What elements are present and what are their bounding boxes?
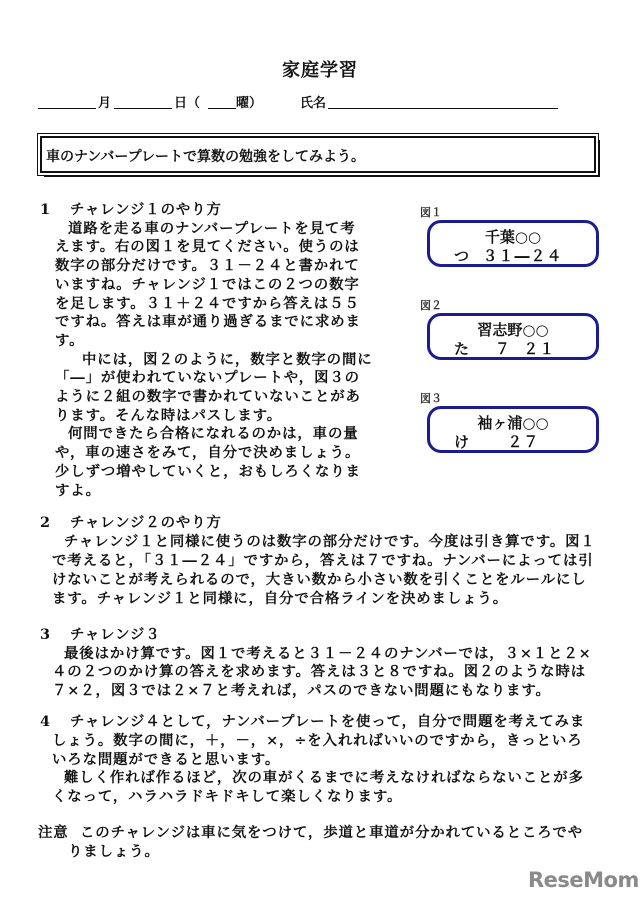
license-plate — [427, 220, 599, 267]
plate-area: 千葉○○ — [484, 228, 542, 246]
note-line: このチャレンジは車に気をつけて，歩道と車道が分かれているところでや — [80, 824, 584, 841]
plate-number: つ ３１―２４ — [454, 247, 563, 265]
page-title: 家庭学習 — [282, 60, 358, 81]
paragraph-line: けないことが考えられるので，大きい数から小さい数を引くことをルールにし — [52, 571, 587, 588]
paragraph-line: 少しずつ増やしていくと，おもしろくなりま — [55, 462, 361, 480]
section-number: 4 — [40, 713, 51, 730]
paragraph-line: ります。そんな時はパスします。 — [55, 406, 283, 424]
paragraph-line: ですね。答えは車が通り過ぎるまでに求めま — [55, 313, 361, 331]
plate-area: 習志野○○ — [477, 321, 549, 339]
plate-number: け ２７ — [454, 433, 540, 451]
license-plate — [427, 313, 599, 360]
name-blank[interactable] — [328, 108, 558, 109]
paragraph-line: 何問できたら合格になれるのかは，車の量 — [68, 425, 359, 443]
note-label: 注意 — [38, 824, 69, 841]
paragraph-line: えます。右の図１を見てください。使うのは — [55, 238, 360, 256]
paragraph-line: いろな問題ができると思います。 — [52, 750, 281, 768]
section-number: 3 — [40, 626, 51, 643]
paragraph-line: すよ。 — [55, 481, 101, 499]
paragraph-line: ます。チャレンジ１と同様に，自分で合格ラインを決めましょう。 — [52, 590, 508, 607]
paragraph-line: す。 — [55, 331, 85, 349]
section-heading: チャレンジ３ — [70, 626, 161, 643]
weekday-blank[interactable] — [208, 108, 236, 109]
paragraph-line: 最後はかけ算です。図１で考えると３１－２４のナンバーでは，３×１と２× — [64, 644, 592, 662]
paragraph-line: ように２組の数字で書かれていないことがあ — [55, 388, 361, 405]
section-number: 1 — [40, 201, 51, 218]
weekday-label: 曜） — [236, 96, 263, 111]
paragraph-line: しょう。数字の間に，＋，－，×，÷を入れればいいのですから，きっといろ — [52, 731, 583, 749]
figure-label: 図３ — [420, 392, 442, 405]
paragraph-line: 数字の部分だけです。３１－２４と書かれて — [55, 257, 360, 275]
section-number: 2 — [40, 514, 51, 531]
paragraph-line: くなって，ハラハラドキドキして楽しくなります。 — [52, 788, 403, 806]
paragraph-line: 「―」が使われていないプレートや，図３の — [55, 369, 360, 387]
paragraph-line: 道路を走る車のナンバープレートを見て考 — [68, 219, 356, 237]
month-label: 月 — [98, 96, 112, 111]
intro-text: 車のナンバープレートで算数の勉強をしてみよう。 — [46, 149, 366, 165]
paragraph-line: チャレンジ１と同様に使うのは数字の部分だけです。今度は引き算です。図１ — [64, 533, 596, 550]
note-line: りましょう。 — [68, 843, 160, 860]
license-plate — [427, 406, 599, 453]
paragraph-line: 難しく作れば作るほど，次の車がくるまでに考えなければならないことが多 — [64, 769, 584, 787]
paragraph-line: いますね。チャレンジ１ではこの２つの数字 — [55, 275, 360, 293]
day-blank[interactable] — [114, 108, 172, 109]
paragraph-line: ７×２，図３では２×７と考えれば，パスのできない問題にもなります。 — [52, 681, 551, 699]
plate-area: 袖ヶ浦○○ — [477, 414, 549, 432]
paragraph-line: ４の２つのかけ算の答えを求めます。答えは３と８ですね。図２のような時は — [52, 663, 587, 680]
figure-label: 図２ — [420, 299, 442, 312]
paragraph-line: で考えると，「３１―２４」ですから，答えは７ですね。ナンバーによっては引 — [52, 552, 594, 569]
section-heading: チャレンジ２のやり方 — [70, 514, 222, 531]
paragraph-line: や，車の速さをみて，自分で決めましょう。 — [55, 444, 361, 462]
section-heading: チャレンジ１のやり方 — [70, 201, 222, 218]
intro-box — [40, 136, 596, 173]
month-blank[interactable] — [38, 108, 96, 109]
figure-label: 図１ — [420, 206, 442, 219]
plate-number: た ７ ２１ — [454, 340, 556, 358]
resemom-watermark: ReseMom — [528, 868, 639, 892]
section-heading: チャレンジ４として，ナンバープレートを使って，自分で問題を考えてみま — [70, 713, 586, 730]
day-label: 日（ — [174, 96, 201, 111]
paragraph-line: 中には，図２のように，数字と数字の間に — [82, 350, 373, 368]
paragraph-line: を足します。３１＋２４ですから答えは５５ — [55, 294, 360, 312]
name-label: 氏名 — [300, 96, 327, 111]
